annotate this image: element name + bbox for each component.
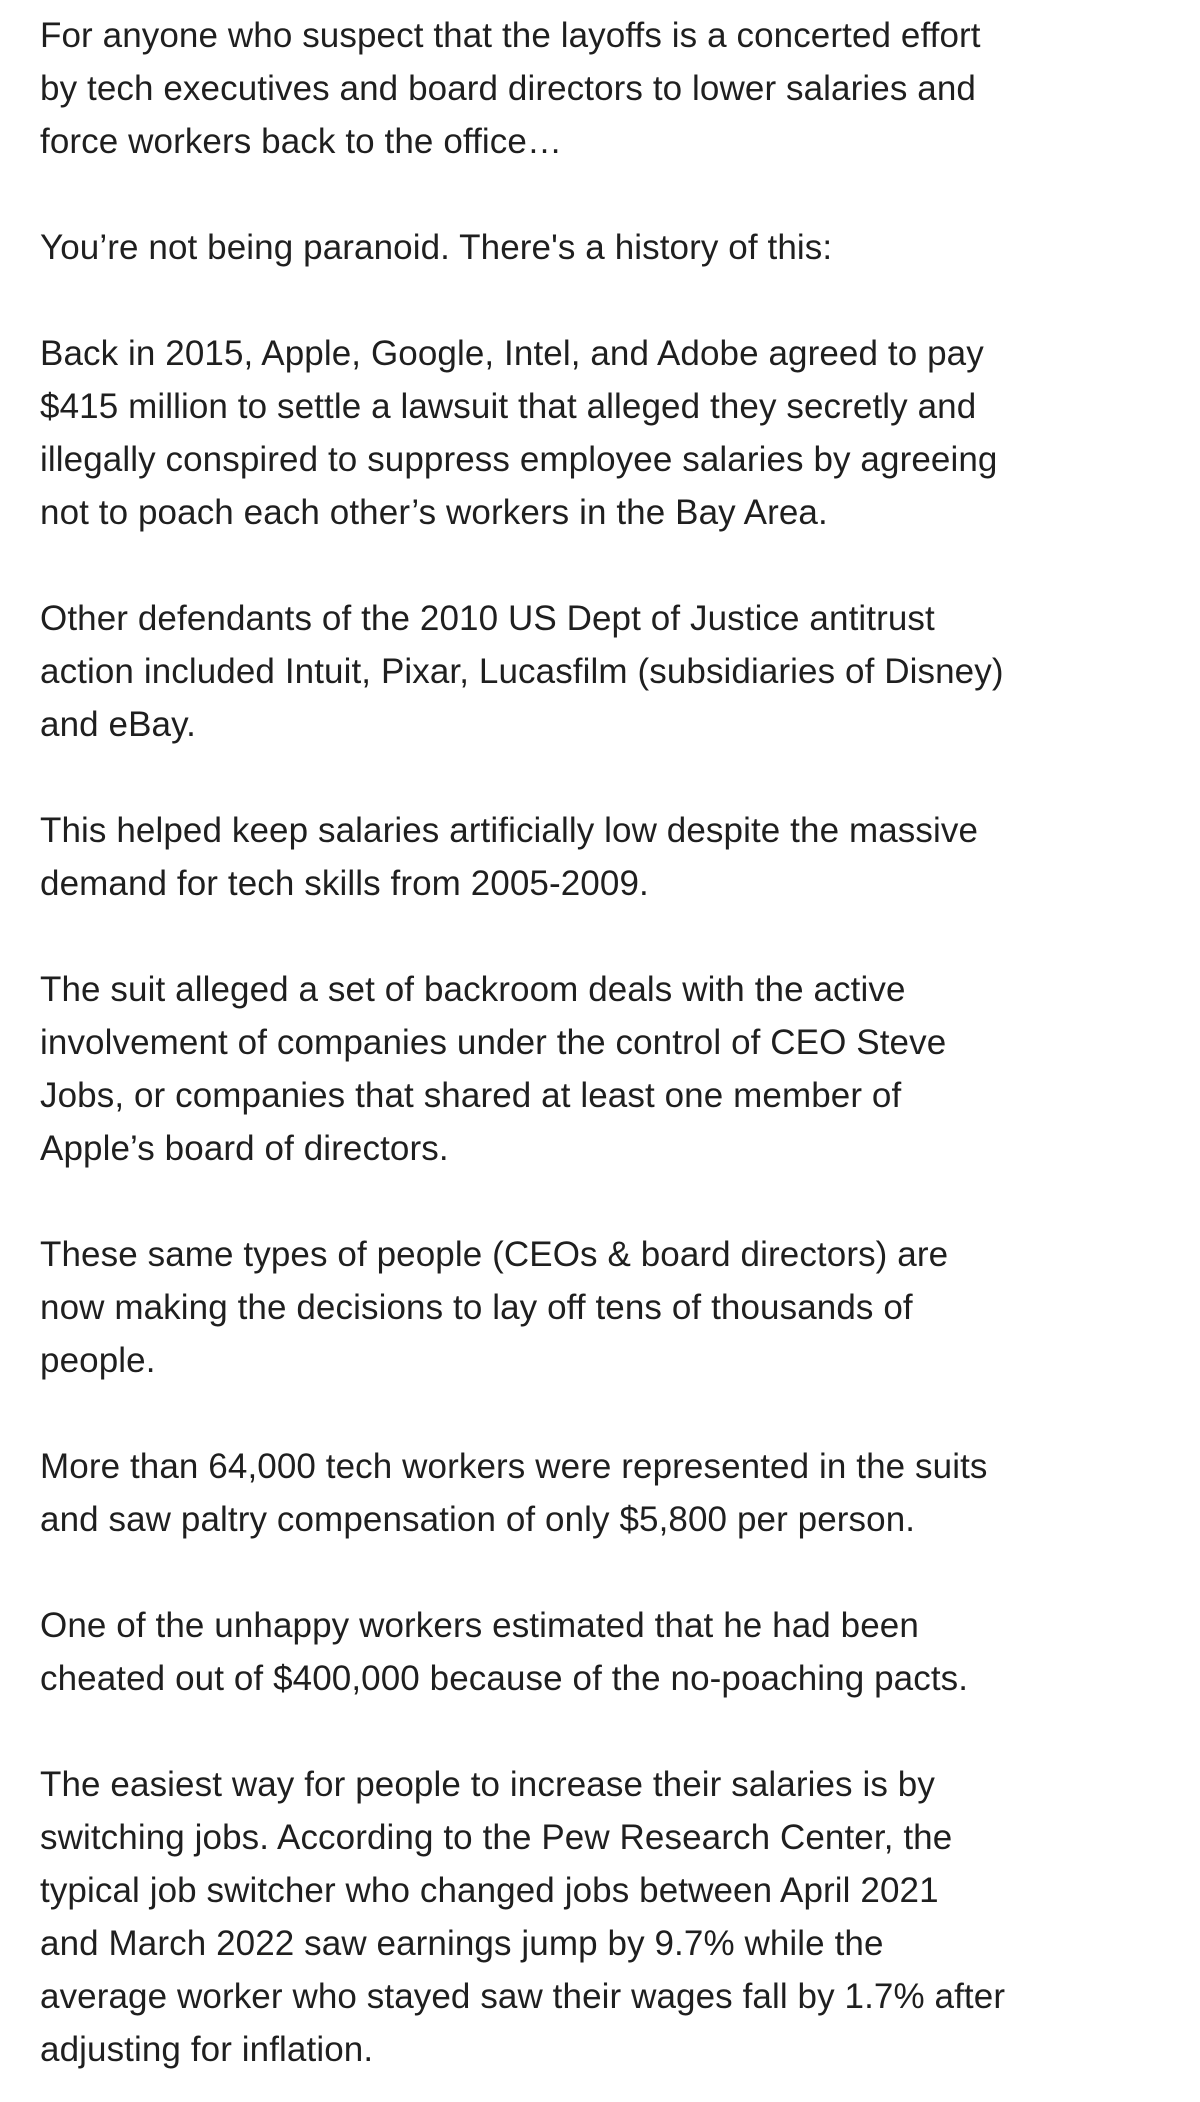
text-line: average worker who stayed saw their wages fall by 1.7% after <box>40 1977 1006 2016</box>
text-line: You’re not being paranoid. There's a history of this: <box>40 228 833 267</box>
paragraph <box>40 327 1180 539</box>
text-line: Jobs, or companies that shared at least one member of <box>40 1076 902 1115</box>
text-line: force workers back to the office… <box>40 122 563 161</box>
text-line: Back in 2015, Apple, Google, Intel, and Adobe agreed to pay <box>40 334 984 373</box>
text-line: One of the unhappy workers estimated that he had been <box>40 1606 919 1645</box>
text-line: Apple’s board of directors. <box>40 1129 449 1168</box>
text-line: More than 64,000 tech workers were represented in the suits <box>40 1447 988 1486</box>
paragraph <box>40 221 1180 274</box>
text-line: These same types of people (CEOs & board directors) are <box>40 1235 949 1274</box>
paragraph <box>40 963 1180 1175</box>
text-line: demand for tech skills from 2005-2009. <box>40 864 649 903</box>
text-line: illegally conspired to suppress employee salaries by agreeing <box>40 440 998 479</box>
text-line: people. <box>40 1341 156 1380</box>
text-line: by tech executives and board directors to lower salaries and <box>40 69 976 108</box>
text-line: $415 million to settle a lawsuit that alleged they secretly and <box>40 387 977 426</box>
paragraph <box>40 1758 1180 2076</box>
text-line: and March 2022 saw earnings jump by 9.7% while the <box>40 1924 884 1963</box>
text-line: and saw paltry compensation of only $5,800 per person. <box>40 1500 916 1539</box>
text-line: For anyone who suspect that the layoffs is a concerted effort <box>40 16 981 55</box>
text-line: The suit alleged a set of backroom deals with the active <box>40 970 906 1009</box>
text-line: adjusting for inflation. <box>40 2030 374 2069</box>
paragraph <box>40 1599 1180 1705</box>
paragraph <box>40 1440 1180 1546</box>
text-line: cheated out of $400,000 because of the no-poaching pacts. <box>40 1659 969 1698</box>
text-line: action included Intuit, Pixar, Lucasfilm (subsidiaries of Disney) <box>40 652 1004 691</box>
paragraph <box>40 1228 1180 1387</box>
text-line: The easiest way for people to increase their salaries is by <box>40 1765 935 1804</box>
paragraph <box>40 592 1180 751</box>
paragraph <box>40 804 1180 910</box>
text-line: and eBay. <box>40 705 196 744</box>
text-line: typical job switcher who changed jobs between April 2021 <box>40 1871 939 1910</box>
text-line: This helped keep salaries artificially low despite the massive <box>40 811 979 850</box>
text-line: not to poach each other’s workers in the Bay Area. <box>40 493 828 532</box>
text-line: Other defendants of the 2010 US Dept of Justice antitrust <box>40 599 935 638</box>
paragraph <box>40 9 1180 168</box>
text-line: now making the decisions to lay off tens of thousands of <box>40 1288 913 1327</box>
text-line: involvement of companies under the control of CEO Steve <box>40 1023 947 1062</box>
text-line: switching jobs. According to the Pew Research Center, the <box>40 1818 953 1857</box>
